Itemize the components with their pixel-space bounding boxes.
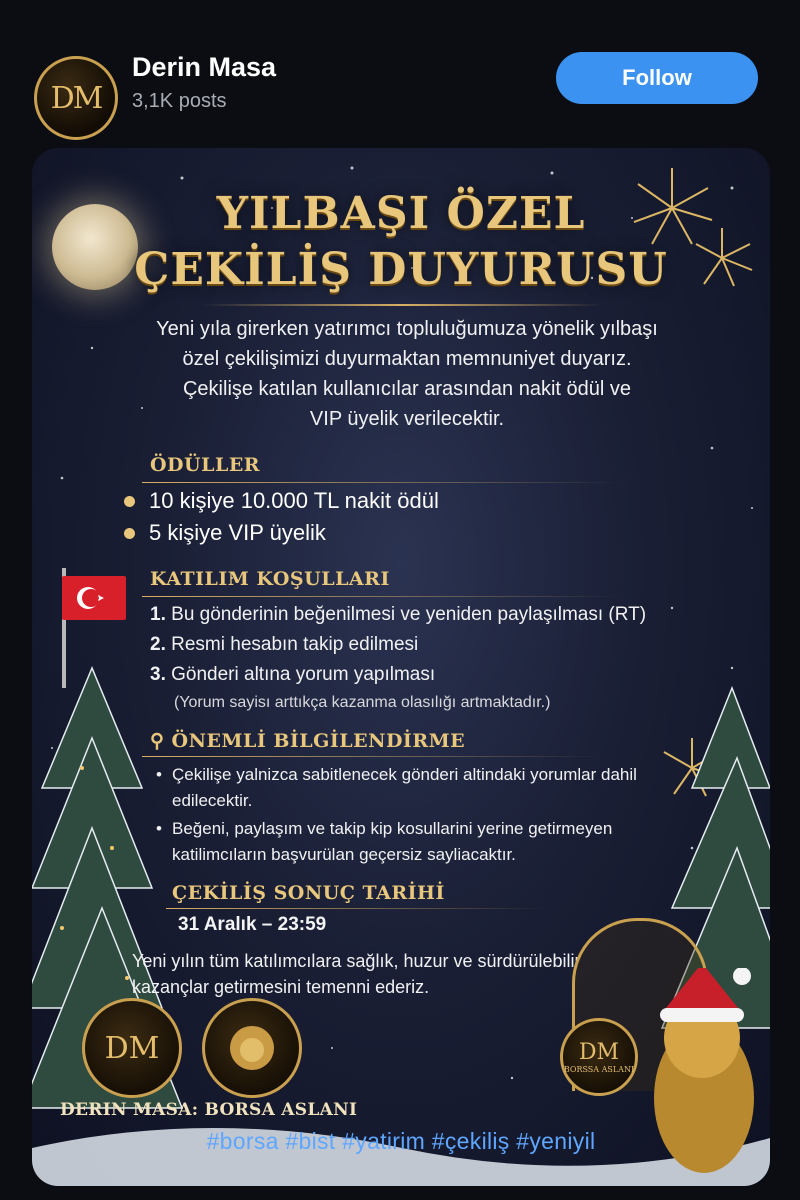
title-divider	[202, 304, 602, 306]
condition-item	[150, 664, 435, 686]
condition-text: Resmi hesabın takip edilmesi	[171, 634, 419, 655]
derin-masa-logo	[82, 998, 182, 1098]
gate-logo-monogram: DM	[578, 1040, 620, 1065]
title-line-1: YILBAŞI ÖZEL	[216, 188, 586, 239]
info-heading-text: ÖNEMLİ BİLGİLENDİRME	[171, 730, 466, 752]
avatar-monogram: DM	[50, 80, 102, 116]
prize-text: 10 kişiye 10.000 TL nakit ödül	[149, 488, 439, 513]
prize-item	[124, 520, 326, 546]
condition-item	[150, 604, 646, 626]
turkish-flag-icon	[62, 576, 126, 620]
prize-item	[124, 488, 439, 514]
gold-bullet-icon	[124, 528, 135, 539]
gate-logo	[560, 1018, 638, 1096]
follow-button[interactable]: Follow	[556, 52, 758, 104]
brand-caption: DERIN MASA: BORSA ASLANI	[60, 1100, 358, 1120]
page-name[interactable]: Derin Masa	[132, 52, 277, 82]
condition-text: Gönderi altına yorum yapılması	[171, 664, 436, 685]
intro-line: Yeni yıla girerken yatırımcı topluluğumuza yönelik yılbaşı	[156, 318, 658, 340]
info-item: • Beğeni, paylaşım ve takip kip kosullarini yerine getirmeyen katilimcıların başvurülan geçersiz sayliacaktır.	[172, 816, 692, 868]
lion-logo-icon	[202, 998, 302, 1098]
info-item: • Çekilişe yalnizca sabitlenecek gönderi altindaki yorumlar dahil edilecektir.	[172, 762, 692, 814]
result-date: 31 Aralık – 23:59	[178, 914, 327, 935]
intro-line: Çekilişe katılan kullanıcılar arasından nakit ödül ve	[182, 378, 632, 400]
condition-number: 1.	[150, 604, 166, 625]
conditions-note: (Yorum sayisı arttıkça kazanma olasılığı artmaktadır.)	[174, 694, 551, 711]
profile-avatar[interactable]	[34, 56, 118, 140]
info-heading	[150, 730, 465, 752]
post-count: 3,1K posts	[132, 90, 227, 112]
announcement-title	[32, 186, 770, 298]
gold-bullet-icon	[124, 496, 135, 507]
condition-text: Bu gönderinin beğenilmesi ve yeniden paylaşılması (RT)	[171, 604, 647, 625]
hashtags[interactable]: #borsa #bist #yatirim #çekiliş #yeniyil	[206, 1128, 596, 1154]
prize-text: 5 kişiye VIP üyelik	[149, 520, 326, 545]
prizes-heading: ÖDÜLLER	[150, 454, 261, 476]
post-image[interactable]	[32, 148, 770, 1186]
title-line-2: ÇEKİLİŞ DUYURUSU	[134, 244, 668, 295]
result-divider	[166, 908, 546, 909]
result-heading: ÇEKİLİŞ SONUÇ TARİHİ	[172, 882, 445, 904]
condition-item	[150, 634, 418, 656]
logo-monogram: DM	[104, 1030, 160, 1066]
prizes-divider	[142, 482, 622, 483]
conditions-divider	[142, 596, 622, 597]
condition-number: 2.	[150, 634, 166, 655]
info-divider	[142, 756, 602, 757]
intro-line: özel çekilişimizi duyurmaktan memnuniyet duyarız.	[182, 348, 632, 370]
condition-number: 3.	[150, 664, 166, 685]
intro-line: VIP üyelik verilecektir.	[309, 408, 505, 430]
conditions-heading: KATILIM KOŞULLARI	[150, 568, 390, 590]
closing-message: Yeni yılın tüm katılımcılara sağlık, huzur ve sürdürülebilir kazançlar getirmesini temenni ederiz.	[132, 951, 581, 997]
pin-icon: ⚲	[150, 730, 172, 752]
intro-text	[92, 314, 722, 434]
post-header	[0, 0, 800, 140]
gate-logo-caption: BORSSA ASLANI	[563, 1065, 635, 1074]
